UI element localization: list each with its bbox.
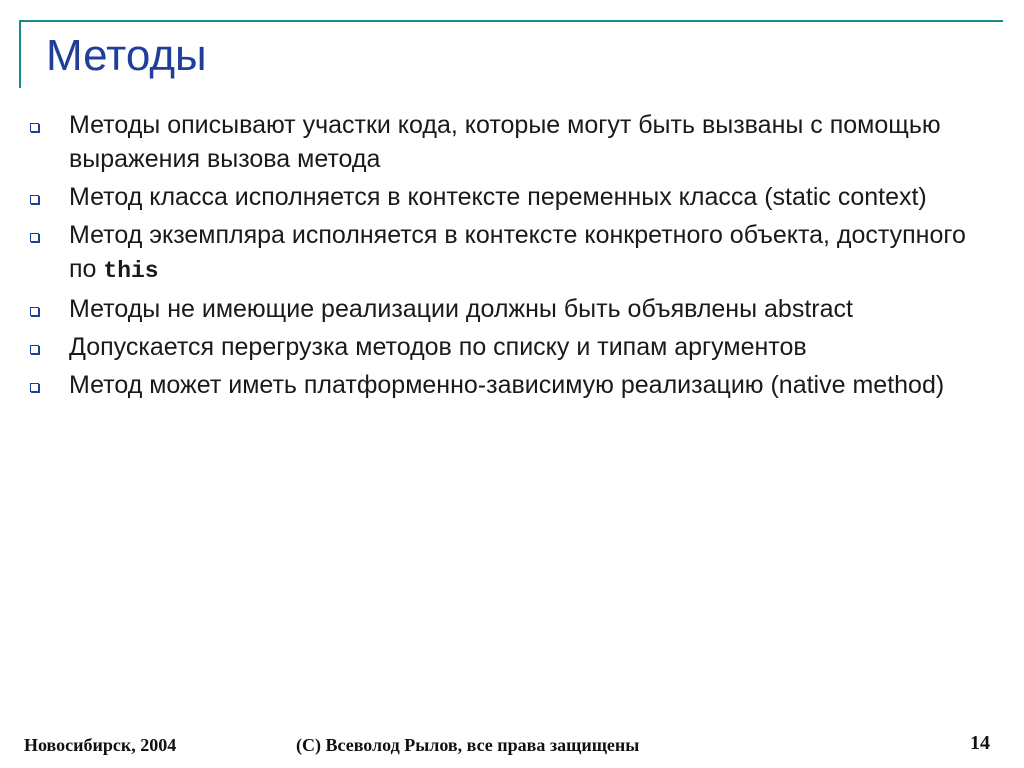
bullet-text: Метод класса исполняется в контексте переменных класса (static context): [69, 183, 927, 211]
bullet-item: [30, 180, 980, 214]
square-bullet-icon: [30, 233, 39, 242]
frame-horizontal-line: [19, 20, 1003, 22]
bullet-item: [30, 330, 980, 364]
bullet-text: Допускается перегрузка методов по списку и типам аргументов: [69, 333, 807, 361]
square-bullet-icon: [30, 345, 39, 354]
square-bullet-icon: [30, 195, 39, 204]
bullet-text: Методы описывают участки кода, которые могут быть вызваны с помощью выражения вызова метода: [69, 111, 941, 173]
bullet-text: Метод экземпляра исполняется в контексте конкретного объекта, доступного по: [69, 221, 966, 283]
footer-copyright: (C) Всеволод Рылов, все права защищены: [296, 735, 640, 755]
frame-vertical-line: [19, 20, 21, 88]
page-number: 14: [970, 732, 990, 754]
square-bullet-icon: [30, 307, 39, 316]
square-bullet-icon: [30, 123, 39, 132]
bullet-item: [30, 368, 980, 402]
code-keyword: this: [103, 258, 159, 284]
bullet-text: Метод может иметь платформенно-зависимую реализацию (native method): [69, 371, 945, 399]
bullet-item: [30, 108, 980, 176]
bullet-list: [30, 108, 980, 406]
bullet-item: [30, 218, 980, 288]
footer-city-year: Новосибирск, 2004: [24, 735, 177, 755]
bullet-item: [30, 292, 980, 326]
bullet-text: Методы не имеющие реализации должны быть объявлены abstract: [69, 295, 853, 323]
square-bullet-icon: [30, 383, 39, 392]
slide-title: Методы: [46, 31, 207, 80]
